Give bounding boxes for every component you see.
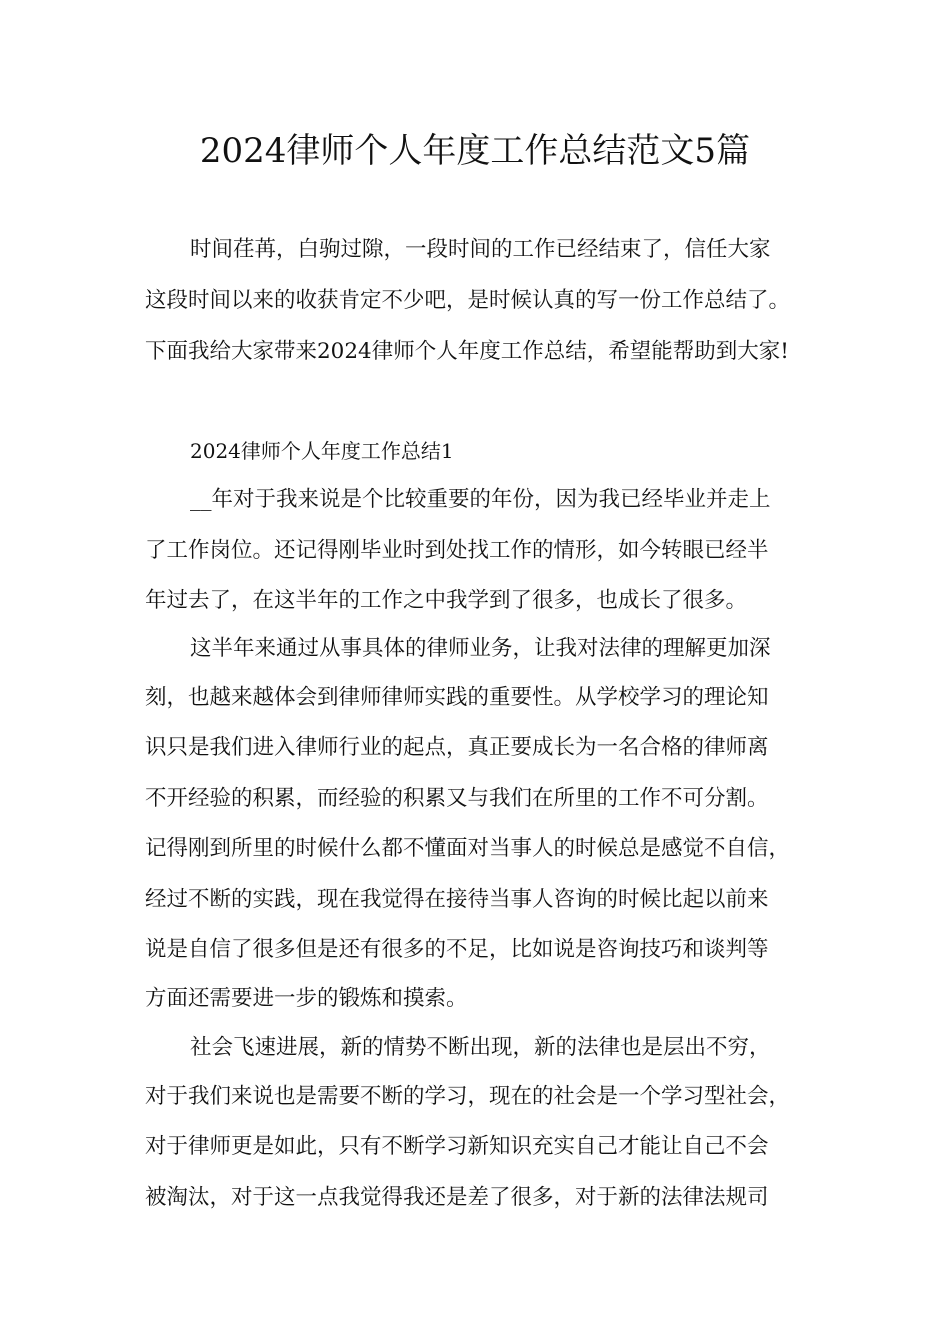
paragraph-line: 年过去了，在这半年的工作之中我学到了很多，也成长了很多。: [145, 588, 748, 613]
paragraph-line: 对于我们来说也是需要不断的学习，现在的社会是一个学习型社会，: [145, 1084, 791, 1109]
paragraph-line: 了工作岗位。还记得刚毕业时到处找工作的情形，如今转眼已经半: [145, 538, 769, 563]
intro-line-3: 下面我给大家带来2024律师个人年度工作总结，希望能帮助到大家!: [145, 339, 789, 364]
paragraph-line: 社会飞速进展，新的情势不断出现，新的法律也是层出不穷，: [190, 1035, 771, 1060]
section-heading: 2024律师个人年度工作总结1: [190, 439, 454, 463]
intro-line-1: 时间荏苒，白驹过隙，一段时间的工作已经结束了，信任大家: [190, 237, 771, 262]
paragraph-line: 经过不断的实践，现在我觉得在接待当事人咨询的时候比起以前来: [145, 887, 769, 912]
paragraph-line: __年对于我来说是个比较重要的年份，因为我已经毕业并走上: [190, 487, 771, 512]
paragraph-line: 对于律师更是如此，只有不断学习新知识充实自己才能让自己不会: [145, 1134, 769, 1159]
paragraph-line: 这半年来通过从事具体的律师业务，让我对法律的理解更加深: [190, 636, 771, 661]
paragraph-line: 方面还需要进一步的锻炼和摸索。: [145, 986, 468, 1011]
document-title: 2024律师个人年度工作总结范文5篇: [199, 131, 751, 171]
paragraph-line: 说是自信了很多但是还有很多的不足，比如说是咨询技巧和谈判等: [145, 937, 769, 962]
paragraph-line: 被淘汰，对于这一点我觉得我还是差了很多，对于新的法律法规司: [145, 1185, 769, 1210]
paragraph-line: 刻，也越来越体会到律师律师实践的重要性。从学校学习的理论知: [145, 685, 769, 710]
paragraph-line: 识只是我们进入律师行业的起点，真正要成长为一名合格的律师离: [145, 735, 769, 760]
paragraph-line: 不开经验的积累，而经验的积累又与我们在所里的工作不可分割。: [145, 786, 769, 811]
intro-line-2: 这段时间以来的收获肯定不少吧，是时候认真的写一份工作总结了。: [145, 288, 791, 313]
paragraph-line: 记得刚到所里的时候什么都不懂面对当事人的时候总是感觉不自信，: [145, 836, 791, 861]
